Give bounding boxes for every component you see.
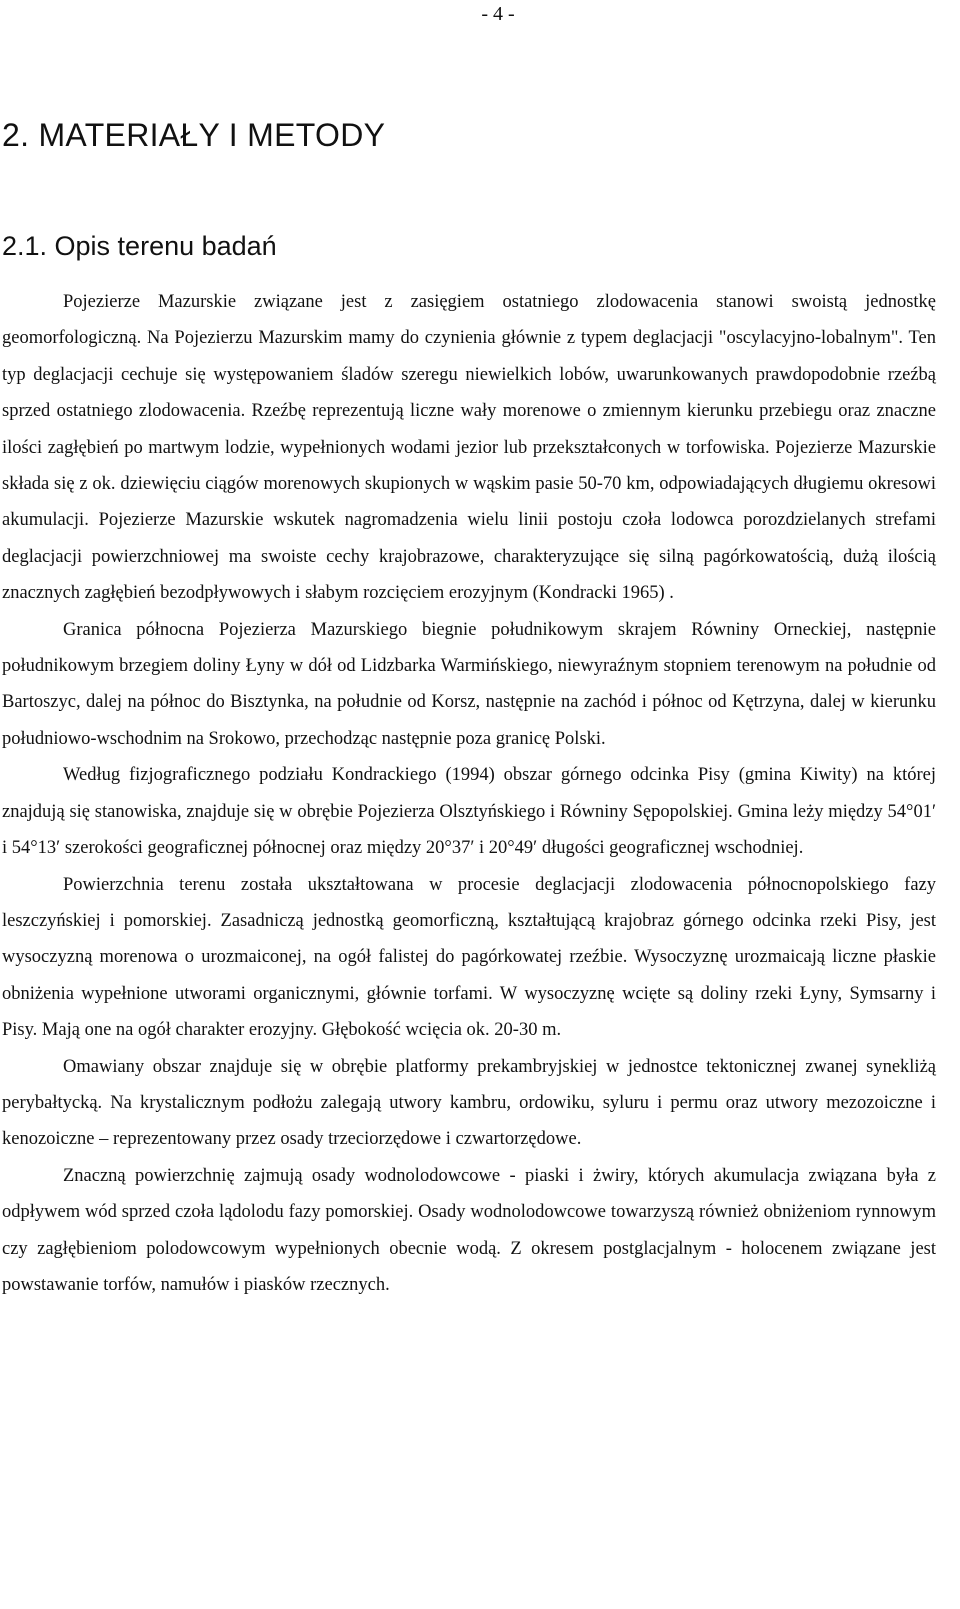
paragraph-geology: Omawiany obszar znajduje się w obrębie platformy prekambryjskiej w jednostce tektonicznej zwanej synekliżą perybałtycką. Na krystalicznym podłożu zalegają utwory kambru, ordowiku, syluru i permu oraz utwory mezozoiczne i kenozoiczne – reprezentowany przez osady trzeciorzędowe i czwartorzędowe. xyxy=(2,1056,936,1150)
paragraph-geomorphology: Pojezierze Mazurskie związane jest z zasięgiem ostatniego zlodowacenia stanowi swoistą jednostkę geomorfologiczną. Na Pojezierzu Mazurskim mamy do czynienia głównie z typem deglacjacji "oscylacyjno-lobalnym". Ten typ deglacjacji cechuje się występowaniem śladów szeregu niewielkich lobów, uwarunkowanych prawdopodobnie rzeźbą sprzed ostatniego zlodowacenia. Rzeźbę reprezentują liczne wały morenowe o zmiennym kierunku przebiegu oraz znaczne ilości zagłębień po martwym lodzie, wypełnionych wodami jezior lub przekształconych w torfowiska. Pojezierze Mazurskie składa się z ok. dziewięciu ciągów morenowych skupionych w wąskim pasie 50-70 km, odpowiadających długiemu okresowi akumulacji. Pojezierze Mazurskie wskutek nagromadzenia wielu linii postoju czoła lodowca porozdzielanych strefami deglacjacji powierzchniowej ma swoiste cechy krajobrazowe, charakteryzujące się silną pagórkowatością, dużą ilością znacznych zagłębień bezodpływowych i słabym rozcięciem erozyjnym (Kondracki 1965) . xyxy=(2,292,936,604)
section-title: 2.1. Opis terenu badań xyxy=(2,231,277,261)
chapter-title: 2. MATERIAŁY I METODY xyxy=(2,117,386,153)
paragraph-fluvioglacial-deposits: Znaczną powierzchnię zajmują osady wodnolodowcowe - piaski i żwiry, których akumulacja związana była z odpływem wód sprzed czoła lądolodu fazy pomorskiej. Osady wodnolodowcowe towarzyszą również obniżeniom rynnowym czy zagłębieniom polodowcowym wypełnionych obecnie wodą. Z okresem postglacjalnym - holocenem związane jest powstawanie torfów, namułów i piasków rzecznych. xyxy=(2,1165,936,1295)
paragraph-northern-border: Granica północna Pojezierza Mazurskiego biegnie południkowym skrajem Równiny Orneckiej, następnie południkowym brzegiem doliny Łyny w dół od Lidzbarka Warmińskiego, niewyraźnym stopniem terenowym na południe od Bartoszyc, dalej na północ do Bisztynka, na południe od Korsz, następnie na zachód i północ od Kętrzyna, dalej w kierunku południowo-wschodnim na Srokowo, przechodząc następnie poza granicę Polski. xyxy=(2,619,936,749)
paragraph-terrain-surface: Powierzchnia terenu została ukształtowana w procesie deglacjacji zlodowacenia północnopolskiego fazy leszczyńskiej i pomorskiej. Zasadniczą jednostką geomorficzną, kształtującą krajobraz górnego odcinka rzeki Pisy, jest wysoczyzną morenowa o urozmaiconej, na ogół falistej do pagórkowatej rzeźbie. Wysoczyznę urozmaicają liczne płaskie obniżenia wypełnione utworami organicznymi, głównie torfami. W wysoczyznę wcięte są doliny rzeki Łyny, Symsarny i Pisy. Mają one na ogół charakter erozyjny. Głębokość wcięcia ok. 20-30 m. xyxy=(2,874,936,1041)
body-text xyxy=(2,284,936,1303)
paragraph-location: Według fizjograficznego podziału Kondrackiego (1994) obszar górnego odcinka Pisy (gmina Kiwity) na której znajdują się stanowiska, znajduje się w obrębie Pojezierza Olsztyńskiego i Równiny Sępopolskiej. Gmina leży między 54°01′ i 54°13′ szerokości geograficznej północnej oraz między 20°37′ i 20°49′ długości geograficznej wschodniej. xyxy=(2,765,936,859)
page-number: - 4 - xyxy=(481,3,515,25)
